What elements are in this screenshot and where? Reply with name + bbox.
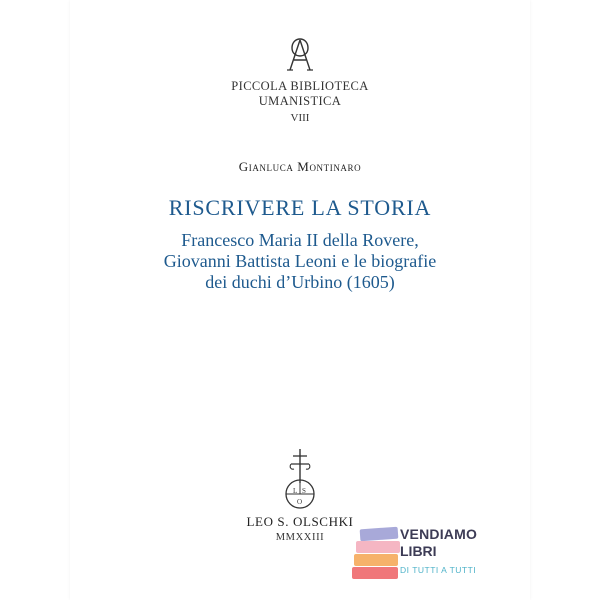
watermark-line2: LIBRI bbox=[400, 543, 437, 559]
svg-text:L: L bbox=[293, 487, 298, 495]
subtitle-line2: Giovanni Battista Leoni e le biografie bbox=[163, 251, 437, 271]
publisher-name: LEO S. OLSCHKI bbox=[246, 514, 354, 529]
series-name-line2: UMANISTICA bbox=[258, 94, 342, 108]
subtitle-line3: dei duchi d’Urbino (1605) bbox=[205, 272, 395, 292]
watermark-line3: DI TUTTI A TUTTI bbox=[400, 565, 477, 575]
book-subtitle bbox=[0, 230, 600, 293]
watermark-bar-1 bbox=[360, 527, 399, 542]
series-name-line1: PICCOLA BIBLIOTECA bbox=[231, 79, 369, 93]
book-title: RISCRIVERE LA STORIA bbox=[168, 195, 432, 220]
watermark-bar-2 bbox=[356, 541, 400, 553]
alpha-omega-logo-icon bbox=[283, 30, 317, 74]
svg-text:O: O bbox=[297, 498, 303, 506]
author-name: Gianluca Montinaro bbox=[238, 159, 362, 174]
watermark-line1: VENDIAMO bbox=[400, 526, 478, 542]
series-number: VIII bbox=[290, 112, 310, 124]
watermark-bar-4 bbox=[352, 567, 398, 579]
publication-year: MMXXIII bbox=[275, 532, 325, 543]
svg-text:S: S bbox=[302, 487, 306, 495]
subtitle-line1: Francesco Maria II della Rovere, bbox=[181, 230, 419, 250]
olschki-cross-emblem-icon bbox=[278, 447, 322, 511]
vendiamo-libri-watermark bbox=[350, 523, 510, 589]
watermark-bar-3 bbox=[354, 554, 398, 566]
series-name bbox=[0, 79, 600, 109]
